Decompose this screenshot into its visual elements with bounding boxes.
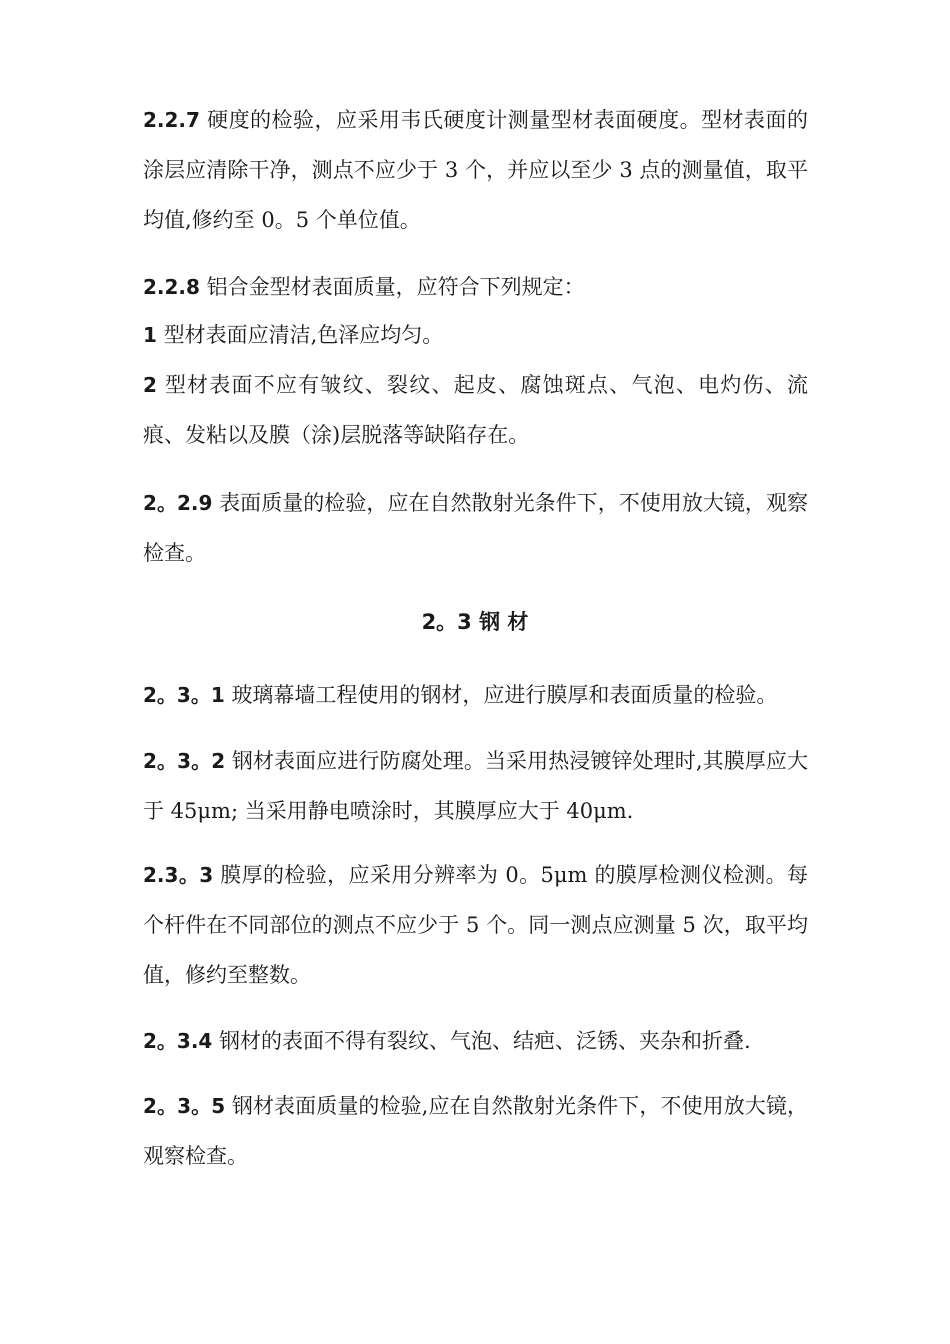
clause-2-3-1 [143, 670, 808, 720]
clause-text: 钢材表面质量的检验,应在自然散射光条件下，不使用放大镜，观察检查。 [143, 1094, 808, 1168]
clause-number: 2.2.8 [143, 275, 200, 299]
list-item-1 [143, 310, 808, 360]
clause-text: 表面质量的检验，应在自然散射光条件下，不使用放大镜，观察检查。 [143, 491, 808, 565]
clause-number: 2。3。1 [143, 683, 225, 707]
clause-number: 2.3。3 [143, 863, 214, 887]
list-item-number: 1 [143, 323, 157, 347]
list-item-text: 型材表面应清洁,色泽应均匀。 [163, 323, 444, 347]
list-item-2 [143, 360, 808, 460]
clause-2-2-7 [143, 95, 808, 245]
clause-2-3-3 [143, 850, 808, 1000]
list-item-text: 型材表面不应有皱纹、裂纹、起皮、腐蚀斑点、气泡、电灼伤、流痕、发粘以及膜（涂)层脱落等缺陷存在。 [143, 373, 808, 447]
clause-text: 铝合金型材表面质量，应符合下列规定： [206, 275, 585, 299]
clause-text: 钢材表面应进行防腐处理。当采用热浸镀锌处理时,其膜厚应大于 45μm; 当采用静电喷涂时，其膜厚应大于 40μm. [143, 749, 808, 823]
clause-2-3-2 [143, 736, 808, 836]
clause-number: 2。3。2 [143, 749, 226, 773]
section-heading: 2。3 钢 材 [421, 610, 529, 634]
clause-number: 2。2.9 [143, 491, 213, 515]
list-item-number: 2 [143, 373, 157, 397]
clause-2-3-4 [143, 1016, 808, 1066]
clause-2-2-8 [143, 262, 808, 312]
clause-number: 2。3.4 [143, 1029, 213, 1053]
clause-2-3-5 [143, 1081, 808, 1181]
clause-number: 2.2.7 [143, 108, 200, 132]
clause-text: 钢材的表面不得有裂纹、气泡、结疤、泛锈、夹杂和折叠. [219, 1029, 751, 1053]
clause-2-2-9 [143, 478, 808, 578]
clause-text: 玻璃幕墙工程使用的钢材，应进行膜厚和表面质量的检验。 [231, 683, 778, 707]
clause-number: 2。3。5 [143, 1094, 226, 1118]
clause-text: 膜厚的检验，应采用分辨率为 0。5μm 的膜厚检测仪检测。每个杆件在不同部位的测点不应少于 5 个。同一测点应测量 5 次，取平均值，修约至整数。 [143, 863, 808, 987]
clause-text: 硬度的检验，应采用韦氏硬度计测量型材表面硬度。型材表面的涂层应清除干净，测点不应少于 3 个，并应以至少 3 点的测量值，取平均值,修约至 0。5 个单位值。 [143, 108, 808, 232]
